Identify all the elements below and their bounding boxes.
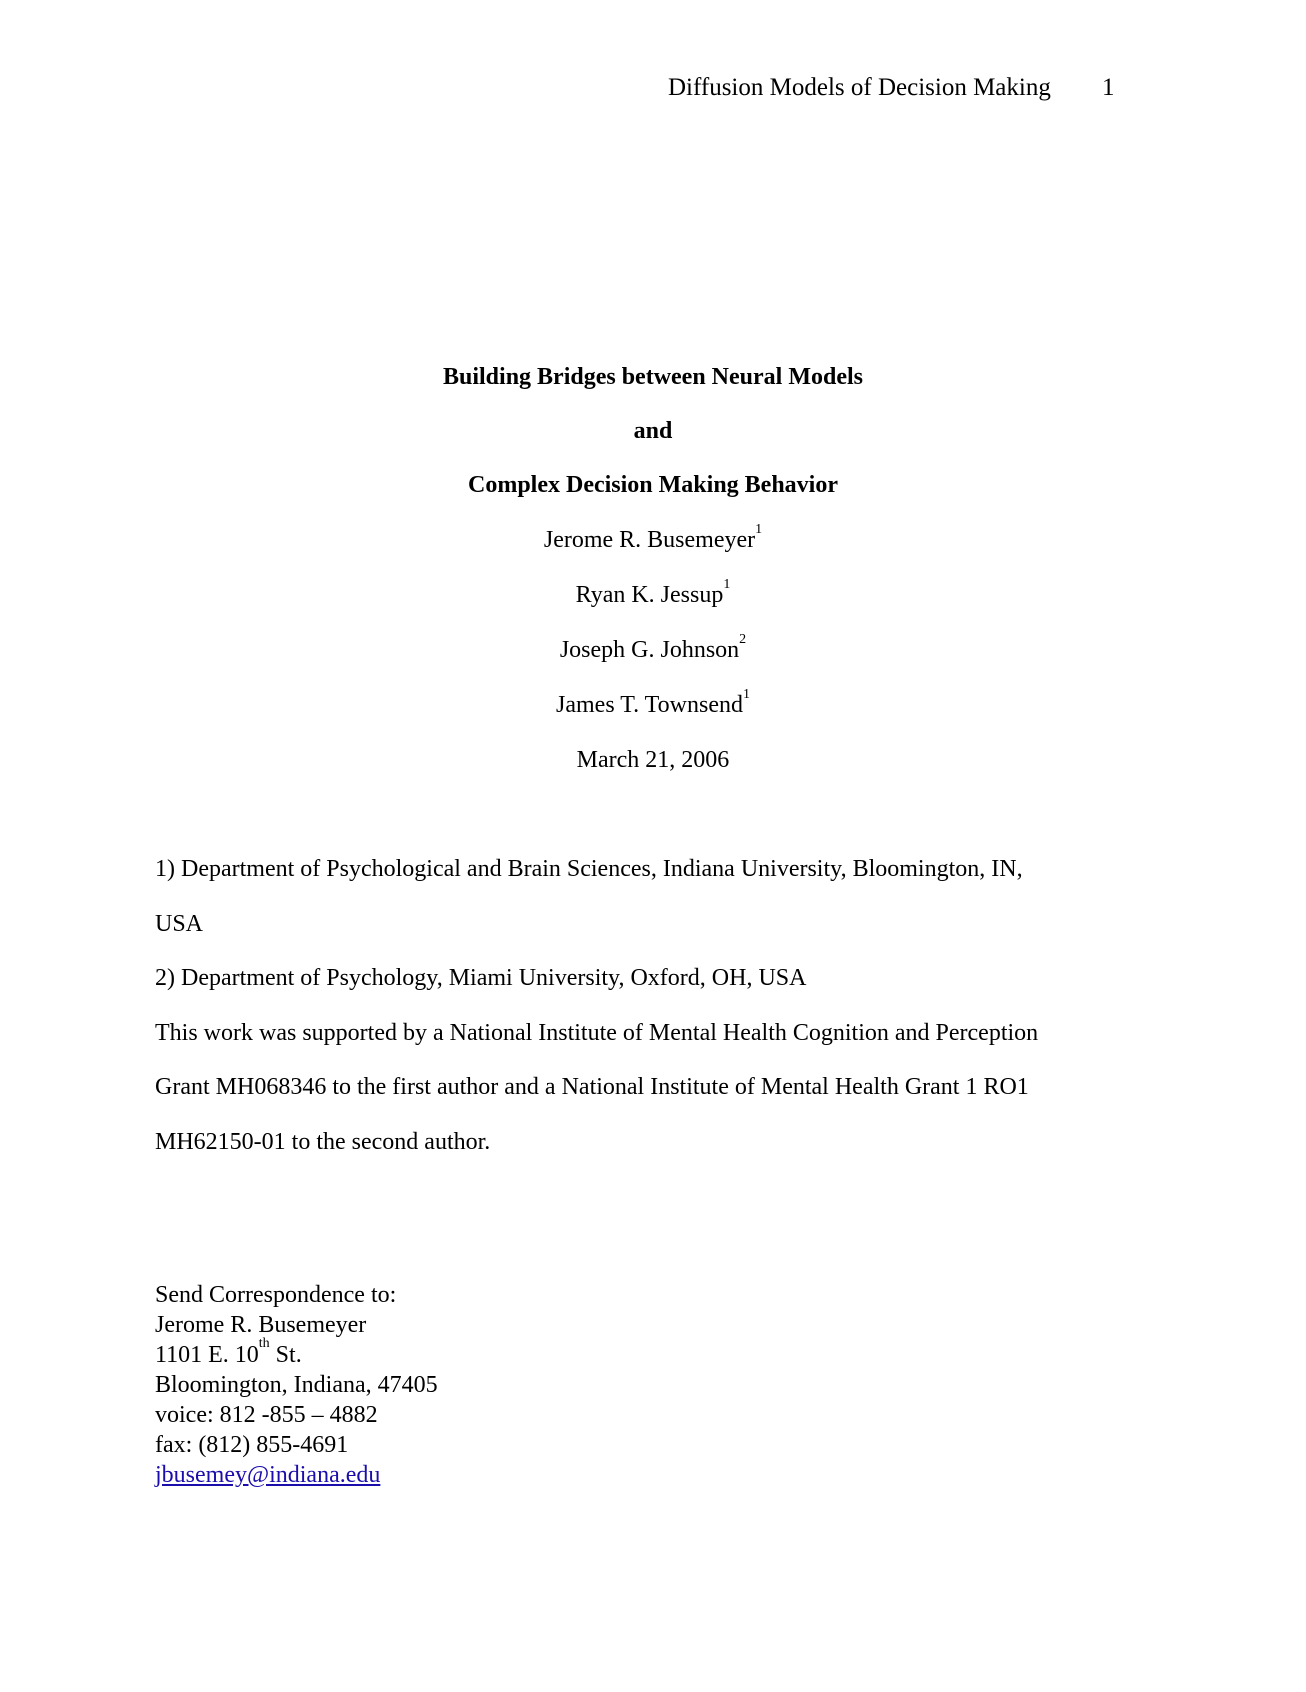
- title-line-1: Building Bridges between Neural Models: [442, 364, 863, 390]
- author-2: [0, 577, 1306, 609]
- affiliation-mark: 1: [755, 522, 763, 537]
- author-1: [0, 522, 1306, 554]
- page-number: 1: [1102, 74, 1115, 101]
- affiliation-1-line-1: 1) Department of Psychological and Brain Sciences, Indiana University, Bloomington, IN,: [155, 856, 1023, 882]
- title-line-3: Complex Decision Making Behavior: [468, 472, 838, 498]
- document-date: March 21, 2006: [576, 747, 730, 773]
- funding-line-3: MH62150-01 to the second author.: [155, 1129, 491, 1155]
- funding-line-1: This work was supported by a National Institute of Mental Health Cognition and Perception: [155, 1020, 1039, 1046]
- author-name: James T. Townsend: [556, 692, 743, 718]
- author-name: Joseph G. Johnson: [559, 637, 740, 663]
- street-suffix: St.: [269, 1342, 302, 1368]
- affiliation-mark: 1: [723, 577, 731, 592]
- correspondence-block: [155, 1280, 438, 1490]
- author-name: Ryan K. Jessup: [575, 582, 724, 608]
- author-4: [0, 687, 1306, 719]
- street-ordinal-suffix: th: [258, 1336, 270, 1351]
- correspondence-city: Bloomington, Indiana, 47405: [155, 1372, 438, 1398]
- affiliation-mark: 1: [742, 687, 750, 702]
- title-line-2: and: [633, 418, 673, 444]
- correspondence-heading: Send Correspondence to:: [155, 1282, 397, 1308]
- affiliation-mark: 2: [739, 632, 747, 647]
- email-link[interactable]: jbusemey@indiana.edu: [155, 1462, 381, 1488]
- affiliation-1-line-2: USA: [155, 911, 204, 937]
- funding-line-2: Grant MH068346 to the first author and a National Institute of Mental Health Grant 1 RO1: [155, 1074, 1029, 1100]
- correspondence-name: Jerome R. Busemeyer: [155, 1312, 367, 1338]
- correspondence-street: [155, 1336, 438, 1370]
- street-prefix: 1101 E. 10: [155, 1342, 259, 1368]
- correspondence-voice: voice: 812 -855 – 4882: [155, 1402, 378, 1428]
- author-name: Jerome R. Busemeyer: [543, 527, 756, 553]
- running-head-title: Diffusion Models of Decision Making: [668, 74, 1051, 101]
- author-3: [0, 632, 1306, 664]
- affiliation-2: 2) Department of Psychology, Miami University, Oxford, OH, USA: [155, 965, 807, 991]
- correspondence-fax: fax: (812) 855-4691: [155, 1432, 349, 1458]
